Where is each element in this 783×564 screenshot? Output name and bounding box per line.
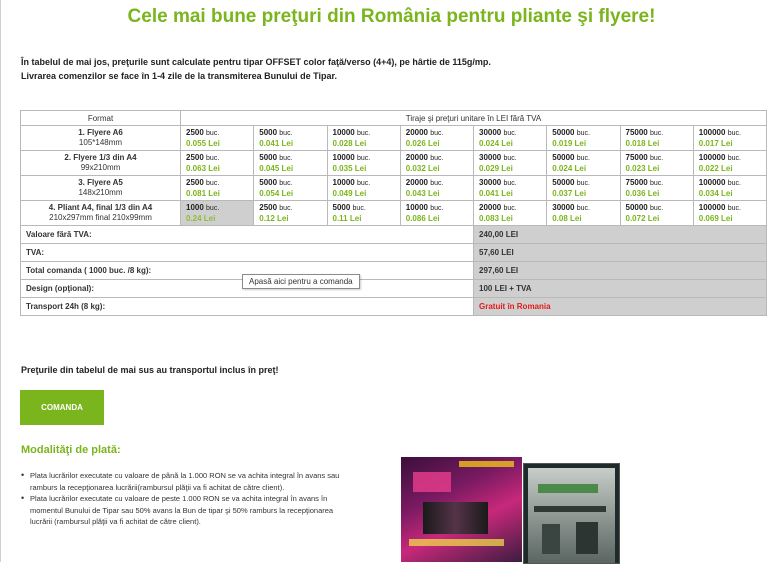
price-cell[interactable] <box>474 126 547 151</box>
price-cell[interactable] <box>693 126 766 151</box>
format-size: 99x210mm <box>80 163 121 172</box>
unit-price: 0.072 Lei <box>625 213 660 223</box>
quantity: 10000 <box>332 152 355 162</box>
intro-text <box>21 55 491 83</box>
unit-price: 0.029 Lei <box>479 163 513 173</box>
unit-price: 0.055 Lei <box>186 138 220 148</box>
format-name: 2. Flyere 1/3 din A4 <box>64 153 137 162</box>
price-cell[interactable] <box>400 201 473 226</box>
format-size: 148x210mm <box>78 188 123 197</box>
quantity: 20000 <box>405 152 428 162</box>
quantity: 2500 <box>186 127 204 137</box>
unit: buc. <box>727 179 741 187</box>
summary-label: Total comanda ( 1000 buc. /8 kg): <box>21 262 474 280</box>
unit-price: 0.041 Lei <box>479 188 513 198</box>
payment-item: • Plata lucrărilor executate cu valoare de până la 1.000 RON se va achita integral în avans sau ramburs la recepţionarea lucrării(rambursul plăţii va fi achitat de către client). <box>21 470 351 493</box>
quantity: 50000 <box>552 152 575 162</box>
quantity: 5000 <box>259 152 278 162</box>
summary-label: Design (opţional): <box>21 280 474 298</box>
unit-price: 0.081 Lei <box>186 188 220 198</box>
quantity: 30000 <box>479 127 502 137</box>
summary-value: 57,60 LEI <box>474 244 767 262</box>
unit: buc. <box>356 129 371 137</box>
summary-row <box>21 262 767 280</box>
payment-list <box>21 470 351 528</box>
quantity: 2500 <box>186 152 204 162</box>
price-cell[interactable] <box>327 176 400 201</box>
unit-price: 0.026 Lei <box>405 138 440 148</box>
quantity: 30000 <box>479 152 502 162</box>
summary-row <box>21 280 767 298</box>
price-cell[interactable] <box>547 126 620 151</box>
unit: buc. <box>279 179 293 187</box>
price-cell[interactable] <box>327 126 400 151</box>
unit: buc. <box>279 154 293 162</box>
price-cell[interactable] <box>474 151 547 176</box>
magazine-image <box>401 457 522 562</box>
quantity: 100000 <box>698 127 726 137</box>
unit-price: 0.036 Lei <box>625 188 660 198</box>
price-cell[interactable] <box>547 151 620 176</box>
unit: buc. <box>503 204 517 212</box>
quantity: 10000 <box>405 202 428 212</box>
price-cell[interactable] <box>620 151 693 176</box>
price-cell[interactable] <box>181 151 254 176</box>
quantity: 5000 <box>259 177 278 187</box>
quantity: 1000 <box>186 202 204 212</box>
unit-price: 0.24 Lei <box>186 213 216 223</box>
quantity: 30000 <box>552 202 575 212</box>
price-cell[interactable] <box>547 201 620 226</box>
unit-price: 0.034 Lei <box>698 188 733 198</box>
quantity: 2500 <box>259 202 278 212</box>
quantity: 10000 <box>332 127 355 137</box>
format-name: 1. Flyere A6 <box>78 128 123 137</box>
unit-price: 0.023 Lei <box>625 163 660 173</box>
price-cell[interactable] <box>400 151 473 176</box>
format-cell <box>21 176 181 201</box>
unit-price: 0.019 Lei <box>552 138 587 148</box>
unit: buc. <box>356 179 371 187</box>
magazine-photo-shape <box>423 502 488 534</box>
unit-price: 0.063 Lei <box>186 163 220 173</box>
quantity: 2500 <box>186 177 204 187</box>
unit-price: 0.018 Lei <box>625 138 660 148</box>
order-button[interactable]: COMANDA <box>20 390 104 425</box>
unit: buc. <box>649 154 664 162</box>
format-cell <box>21 151 181 176</box>
unit: buc. <box>649 204 664 212</box>
transport-note: Preţurile din tabelul de mai sus au transportul inclus în preţ! <box>21 365 279 375</box>
price-cell[interactable] <box>254 151 327 176</box>
format-header: Format <box>21 111 181 126</box>
unit: buc. <box>279 204 293 212</box>
quantity: 50000 <box>625 202 648 212</box>
unit-price: 0.049 Lei <box>332 188 367 198</box>
unit-price: 0.032 Lei <box>405 163 440 173</box>
unit: buc. <box>576 154 590 162</box>
unit: buc. <box>727 129 741 137</box>
unit-price: 0.024 Lei <box>552 163 587 173</box>
summary-label: TVA: <box>21 244 474 262</box>
summary-row <box>21 244 767 262</box>
unit: buc. <box>352 204 366 212</box>
unit-price: 0.041 Lei <box>259 138 294 148</box>
quantity: 20000 <box>405 177 428 187</box>
unit: buc. <box>356 154 371 162</box>
unit: buc. <box>430 179 444 187</box>
unit: buc. <box>430 154 444 162</box>
magazine-banner-shape <box>459 461 514 467</box>
price-cell[interactable] <box>327 151 400 176</box>
unit: buc. <box>727 154 741 162</box>
unit-price: 0.035 Lei <box>332 163 367 173</box>
unit: buc. <box>503 129 517 137</box>
unit: buc. <box>503 179 517 187</box>
magazine-text-shape <box>409 539 504 546</box>
quantity: 10000 <box>332 177 355 187</box>
price-table <box>20 110 767 316</box>
summary-row <box>21 298 767 316</box>
unit-price: 0.024 Lei <box>479 138 513 148</box>
unit-price: 0.069 Lei <box>698 213 733 223</box>
quantity: 75000 <box>625 152 648 162</box>
price-cell[interactable] <box>620 201 693 226</box>
quantity: 75000 <box>625 127 648 137</box>
format-name: 4. Pliant A4, final 1/3 din A4 <box>48 203 153 212</box>
unit: buc. <box>503 154 517 162</box>
price-cell[interactable] <box>474 176 547 201</box>
price-row <box>21 151 767 176</box>
price-row <box>21 201 767 226</box>
unit-price: 0.086 Lei <box>405 213 440 223</box>
unit-price: 0.11 Lei <box>332 213 362 223</box>
price-cell[interactable] <box>474 201 547 226</box>
price-cell[interactable] <box>547 176 620 201</box>
unit: buc. <box>279 129 293 137</box>
price-cell[interactable] <box>327 201 400 226</box>
price-cell[interactable] <box>400 126 473 151</box>
quantity: 20000 <box>479 202 502 212</box>
unit: buc. <box>576 204 590 212</box>
unit-price: 0.083 Lei <box>479 213 513 223</box>
unit-price: 0.022 Lei <box>698 163 733 173</box>
price-cell[interactable] <box>181 176 254 201</box>
format-cell <box>21 201 181 226</box>
intro-line-1: În tabelul de mai jos, preţurile sunt calculate pentru tipar OFFSET color faţă/verso (4+4), pe hârtie de 115g/mp. <box>21 57 491 67</box>
payment-title: Modalităţi de plată: <box>21 444 121 456</box>
page-title: Cele mai bune preţuri din România pentru pliante şi flyere! <box>127 6 656 27</box>
unit: buc. <box>206 204 220 212</box>
price-cell[interactable] <box>693 176 766 201</box>
unit: buc. <box>576 129 590 137</box>
price-row <box>21 176 767 201</box>
summary-value: 240,00 LEI <box>474 226 767 244</box>
unit-price: 0.045 Lei <box>259 163 294 173</box>
intro-line-2: Livrarea comenzilor se face în 1-4 zile de la transmiterea Bunului de Tipar. <box>21 71 337 81</box>
quantity: 75000 <box>625 177 648 187</box>
format-size: 105*148mm <box>78 138 123 147</box>
price-cell[interactable] <box>254 201 327 226</box>
price-cell[interactable] <box>181 201 254 226</box>
quantity: 100000 <box>698 177 726 187</box>
format-cell <box>21 126 181 151</box>
unit: buc. <box>430 129 444 137</box>
unit: buc. <box>206 154 220 162</box>
quantity: 20000 <box>405 127 428 137</box>
unit: buc. <box>206 129 220 137</box>
summary-value: 100 LEI + TVA <box>474 280 767 298</box>
format-name: 3. Flyere A5 <box>78 178 123 187</box>
left-border <box>0 0 1 562</box>
payment-item: • Plata lucrărilor executate cu valoare de peste 1.000 RON se va achita integral în avans în momentul Bunului de Tipar sau 50% avans la Bun de tipar şi 50% ramburs la recepţionarea lucrării (rambursul plăţii va fi achitat de către client). <box>21 493 351 528</box>
unit-price: 0.043 Lei <box>405 188 440 198</box>
price-row <box>21 126 767 151</box>
price-cell[interactable] <box>620 126 693 151</box>
summary-value: Gratuit în Romania <box>474 298 767 316</box>
unit: buc. <box>649 179 664 187</box>
price-cell[interactable] <box>254 176 327 201</box>
unit-price: 0.054 Lei <box>259 188 294 198</box>
summary-label: Transport 24h (8 kg): <box>21 298 474 316</box>
quantity: 50000 <box>552 127 575 137</box>
unit-price: 0.028 Lei <box>332 138 367 148</box>
printing-press-image <box>523 463 620 564</box>
unit: buc. <box>576 179 590 187</box>
price-cell[interactable] <box>181 126 254 151</box>
unit: buc. <box>430 204 444 212</box>
quantity: 5000 <box>332 202 351 212</box>
unit-price: 0.037 Lei <box>552 188 587 198</box>
price-cell[interactable] <box>693 151 766 176</box>
summary-row <box>21 226 767 244</box>
magazine-logo-shape <box>413 472 451 492</box>
unit: buc. <box>206 179 220 187</box>
quantity: 100000 <box>698 152 726 162</box>
prices-header: Tiraje şi preţuri unitare în LEI fără TVA <box>181 111 767 126</box>
unit-price: 0.017 Lei <box>698 138 733 148</box>
quantity: 30000 <box>479 177 502 187</box>
quantity: 5000 <box>259 127 278 137</box>
price-cell[interactable] <box>693 201 766 226</box>
unit-price: 0.12 Lei <box>259 213 289 223</box>
unit: buc. <box>649 129 664 137</box>
quantity: 100000 <box>698 202 726 212</box>
unit-price: 0.08 Lei <box>552 213 582 223</box>
price-cell[interactable] <box>254 126 327 151</box>
unit: buc. <box>727 204 741 212</box>
quantity: 50000 <box>552 177 575 187</box>
summary-value: 297,60 LEI <box>474 262 767 280</box>
format-size: 210x297mm final 210x99mm <box>49 213 152 222</box>
price-cell[interactable] <box>620 176 693 201</box>
order-tooltip: Apasă aici pentru a comanda <box>242 274 360 289</box>
summary-label: Valoare fără TVA: <box>21 226 474 244</box>
price-cell[interactable] <box>400 176 473 201</box>
